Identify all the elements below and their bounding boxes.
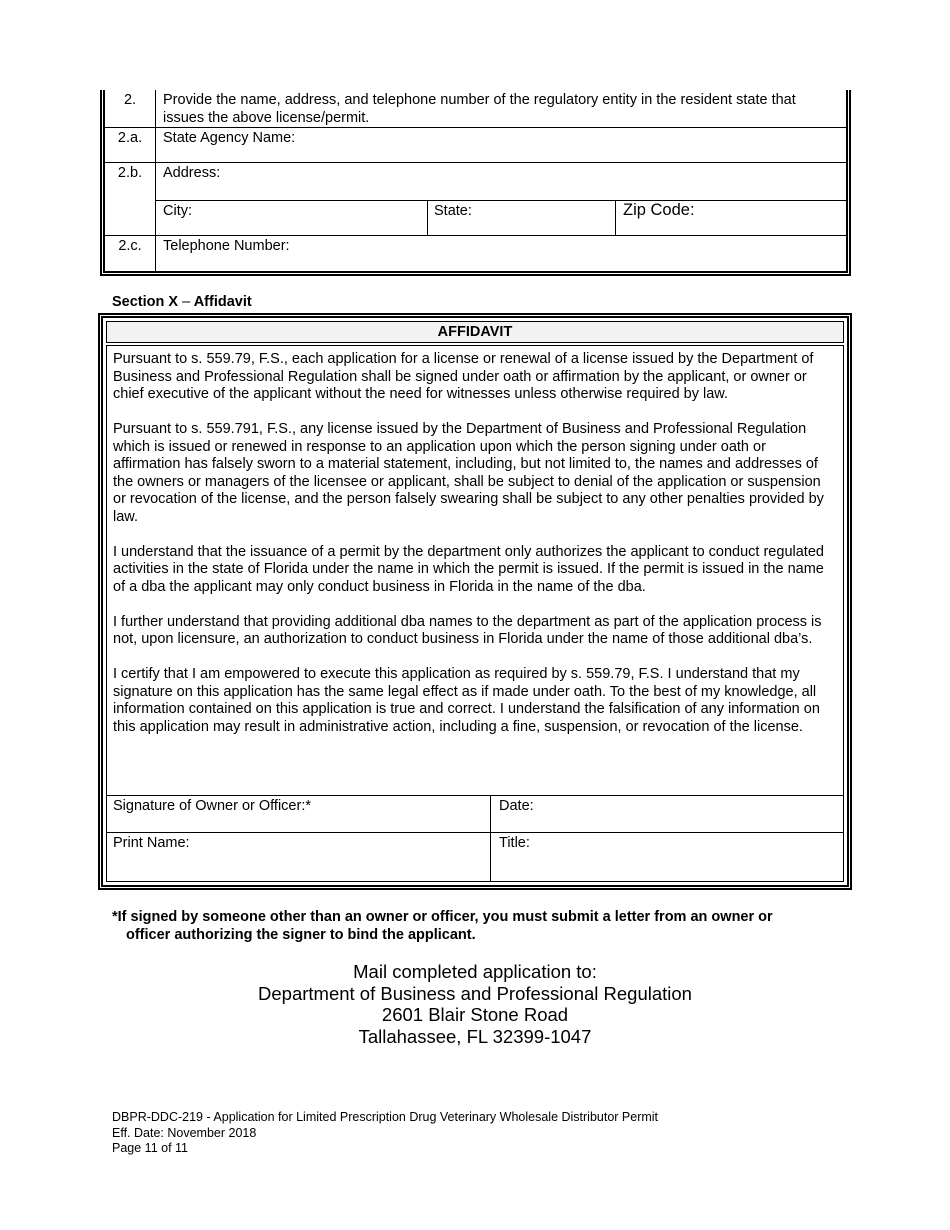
section-prefix: Section X xyxy=(112,294,179,310)
mail-street: 2601 Blair Stone Road xyxy=(381,1004,569,1025)
mailing-address xyxy=(0,961,950,1047)
section-name: Affidavit xyxy=(193,294,252,310)
address-field[interactable]: Address: xyxy=(163,165,221,181)
row-number: 2. xyxy=(123,92,137,108)
signature-row xyxy=(107,796,843,833)
date-field[interactable]: Date: xyxy=(499,798,534,814)
affidavit-box xyxy=(98,313,852,890)
address-subdivider xyxy=(155,200,846,201)
affidavit-paragraph: I further understand that providing additional dba names to the department as part of the application process is not, upon licensure, an authorization to conduct business in Florida under the name of those additional dba’s. xyxy=(113,613,822,647)
state-agency-name-field[interactable]: State Agency Name: xyxy=(163,130,296,146)
zip-code-field[interactable]: Zip Code: xyxy=(623,201,695,219)
telephone-number-field[interactable]: Telephone Number: xyxy=(163,238,290,254)
effective-date: Eff. Date: November 2018 xyxy=(112,1125,257,1140)
section-dash: – xyxy=(182,294,191,310)
table-row xyxy=(105,90,846,128)
affidavit-paragraph: Pursuant to s. 559.79, F.S., each application for a license or renewal of a license issued by the Department of Business and Professional Regulation shall be signed under oath or affirmation by the applicant, or owner or chief executive of the applicant without the need for witnesses unless otherwise required by law. xyxy=(113,351,814,402)
state-zip-divider xyxy=(615,200,616,235)
affidavit-body xyxy=(106,345,844,882)
mail-instruction: Mail completed application to: xyxy=(353,961,597,982)
page-number: Page 11 of 11 xyxy=(112,1141,188,1155)
form-id: DBPR-DDC-219 - Application for Limited Prescription Drug Veterinary Wholesale Distributor Permit xyxy=(112,1110,659,1124)
section-title xyxy=(112,294,252,312)
row-number: 2.a. xyxy=(117,130,143,146)
state-field[interactable]: State: xyxy=(434,203,472,219)
affidavit-paragraph: I certify that I am empowered to execute this application as required by s. 559.79, F.S. I understand that my signature on this application has the same legal effect as if made under oath. To the best of my knowledge, all information contained on this application is true and correct. I understand the falsification of any information on this application may result in administrative action, including a fine, suspension, or revocation of the license. xyxy=(113,666,820,735)
signature-field[interactable]: Signature of Owner or Officer:* xyxy=(113,798,311,814)
row-text: Provide the name, address, and telephone number of the regulatory entity in the resident state that issues the above license/permit. xyxy=(163,92,796,126)
mail-department: Department of Business and Professional Regulation xyxy=(258,982,692,1004)
row-number: 2.c. xyxy=(118,238,142,254)
note-line: *If signed by someone other than an owner or officer, you must submit a letter from an owner or xyxy=(112,909,773,925)
affidavit-paragraph: I understand that the issuance of a permit by the department only authorizes the applicant to conduct regulated activities in the state of Florida under the name in which the permit is issued. If the permit is issued in the name of a dba the applicant may only conduct business in Florida in the name of the dba. xyxy=(113,543,824,595)
row-number: 2.b. xyxy=(117,165,143,181)
affidavit-heading: AFFIDAVIT xyxy=(106,321,844,343)
title-field[interactable]: Title: xyxy=(499,835,530,851)
signature-grid xyxy=(107,795,843,881)
regulatory-entity-table xyxy=(100,90,851,276)
print-name-field[interactable]: Print Name: xyxy=(113,835,190,851)
city-field[interactable]: City: xyxy=(163,203,192,219)
table-row xyxy=(105,128,846,163)
table-row xyxy=(105,163,846,236)
city-state-divider xyxy=(427,200,428,235)
note-line: officer authorizing the signer to bind the applicant. xyxy=(126,927,476,943)
page-footer xyxy=(112,1110,658,1157)
table-row xyxy=(105,236,846,271)
affidavit-paragraph: Pursuant to s. 559.791, F.S., any license issued by the Department of Business and Professional Regulation which is issued or renewed in response to an application upon which the person signing under oath or affirmation has falsely sworn to a material statement, including, but not limited to, the names and addresses of the owners or managers of the licensee or applicant, shall be subject to denial of the application or suspension or revocation of the license, and the person falsely swearing shall be subject to any other penalties provided by law. xyxy=(113,421,824,525)
mail-city: Tallahassee, FL 32399-1047 xyxy=(358,1025,592,1047)
signer-note xyxy=(112,908,842,944)
affidavit-text xyxy=(113,351,837,736)
print-name-row xyxy=(107,833,843,881)
